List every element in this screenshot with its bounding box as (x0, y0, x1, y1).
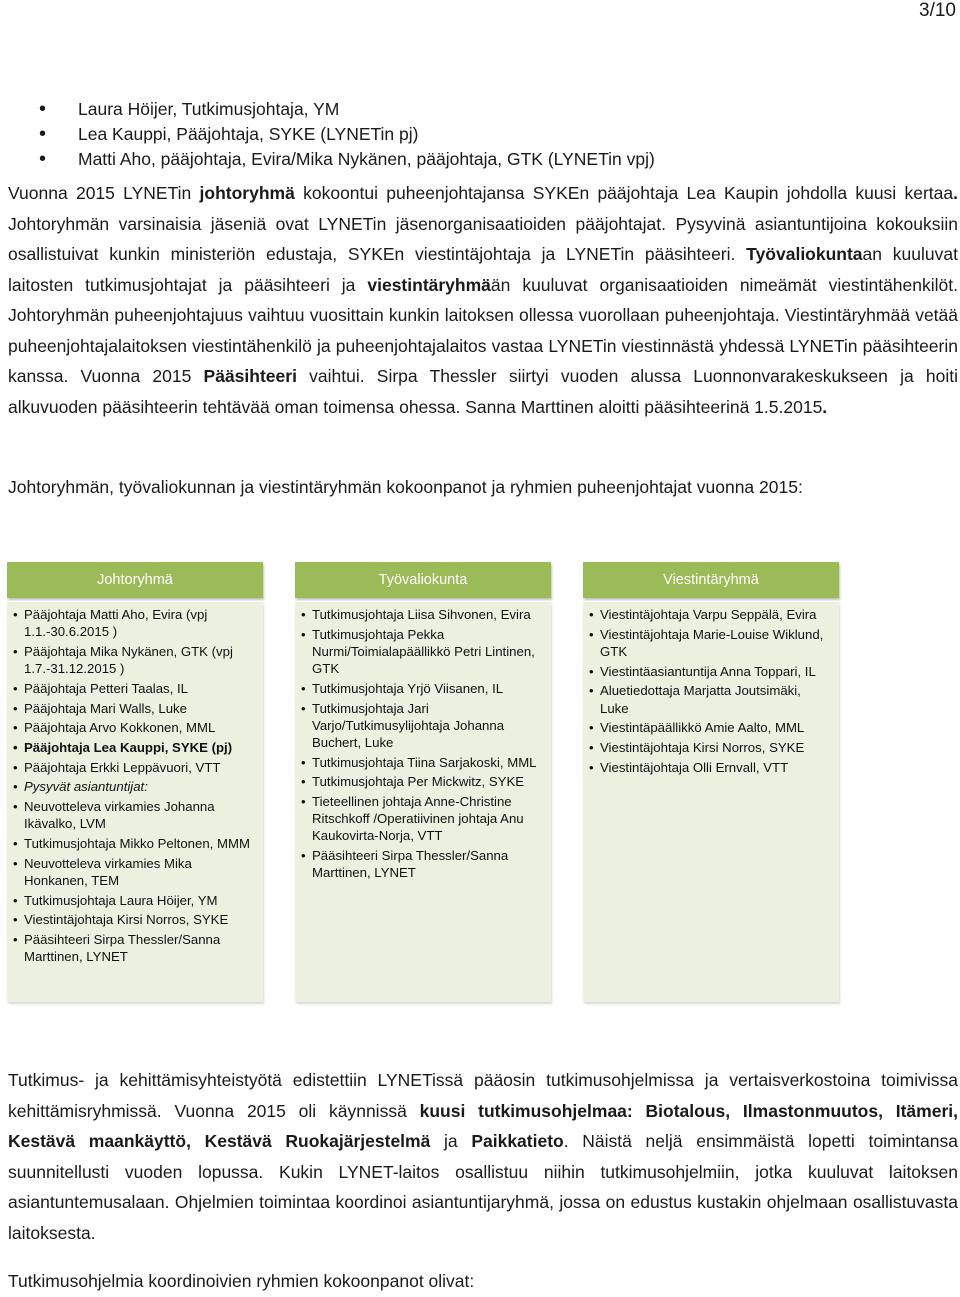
list-item: • Tutkimusjohtaja Per Mickwitz, SYKE (301, 773, 545, 790)
page-number: 3/10 (919, 0, 956, 21)
text-run-bold: Työvaliokunta (746, 244, 863, 264)
text-run-bold: kuusi tutkimusohjelmaa: Biotalous, Ilmastonmuutos, Itämeri, Kestävä maankäyttö, Kestävä Ruokajärjestelmä (8, 1100, 958, 1151)
list-item: • Matti Aho, pääjohtaja, Evira/Mika Nykänen, pääjohtaja, GTK (LYNETin vpj) (0, 147, 655, 172)
paragraph-johtoryhma (8, 178, 958, 422)
text-run-bold: johtoryhmä (199, 183, 295, 203)
list-item: • Neuvotteleva virkamies Mika Honkanen, TEM (13, 855, 257, 889)
column-viestintaryhma (583, 562, 839, 1002)
list-item: • Tutkimusjohtaja Mikko Peltonen, MMM (13, 835, 257, 852)
text-run: . Näistä neljä ensimmäistä lopetti toimintansa suunnitellusti vuoden lopussa. Kukin LYNET-laitos osallistuu niihin tutkimusohjelmiin, jotka kuuluvat laitoksen asiantuntemusalaan. Ohjelmien toimintaa koordinoi asiantuntijaryhmä, jossa on edustus kustakin ohjelmaan osallistuvasta laitoksesta. (8, 1131, 958, 1243)
column-body (583, 602, 839, 1002)
text-run: Vuonna 2015 LYNETin (8, 183, 200, 203)
list-item: • Viestintäjohtaja Kirsi Norros, SYKE (589, 739, 833, 756)
list-item: • Neuvotteleva virkamies Johanna Ikävalko, LVM (13, 798, 257, 832)
text-run-bold: . (822, 396, 828, 417)
column-header: Johtoryhmä (7, 562, 263, 598)
column-header: Työvaliokunta (295, 562, 551, 598)
list-item: • Pysyvät asiantuntijat: (13, 778, 257, 795)
text-run-bold: Paikkatieto (471, 1131, 564, 1151)
text-run-bold: viestintäryhmä (367, 274, 491, 295)
list-item: • Pääjohtaja Erkki Leppävuori, VTT (13, 759, 257, 776)
list-item: • Pääjohtaja Matti Aho, Evira (vpj 1.1.-30.6.2015 ) (13, 606, 257, 640)
list-item: • Pääjohtaja Petteri Taalas, IL (13, 680, 257, 697)
list-item: • Viestintäpäällikkö Amie Aalto, MML (589, 719, 833, 736)
text-run: ja (430, 1131, 472, 1151)
text-run: än kuuluvat organisaatioiden nimeämät viestintähenkilöt. Johtoryhmän puheenjohtajuus vaihtuu vuosittain kunkin laitoksen ollessa vuorollaan puheenjohtaja. Viestintäryhmää vetää puheenjohtajalaitoksen viestintähenkilö ja puheenjohtajalaitos vastaa LYNETin viestinnästä yhdessä LYNETin pääsihteerin kanssa. Vuonna 2015 (8, 274, 958, 386)
list-item: • Laura Höijer, Tutkimusjohtaja, YM (0, 97, 655, 122)
list-item: • Tieteellinen johtaja Anne-Christine Ritschkoff /Operatiivinen johtaja Anu Kaukovirta-Norja, VTT (301, 793, 545, 845)
column-body (7, 602, 263, 1002)
list-item: • Viestintäasiantuntija Anna Toppari, IL (589, 663, 833, 680)
list-item: • Aluetiedottaja Marjatta Joutsimäki, Luke (589, 682, 833, 716)
list-item: • Pääjohtaja Mika Nykänen, GTK (vpj 1.7.-31.12.2015 ) (13, 643, 257, 677)
column-tyovaliokunta (295, 562, 551, 1002)
list-item: • Viestintäjohtaja Varpu Seppälä, Evira (589, 606, 833, 623)
list-item: • Pääjohtaja Arvo Kokkonen, MML (13, 719, 257, 736)
column-header: Viestintäryhmä (583, 562, 839, 598)
text-run-bold: . (953, 183, 958, 203)
list-item: • Viestintäjohtaja Kirsi Norros, SYKE (13, 911, 257, 928)
text-run: vaihtui. Sirpa Thessler siirtyi vuoden alussa Luonnonvarakeskukseen ja hoiti alkuvuoden pääsihteerin tehtävää oman toimensa ohessa. Sanna Marttinen aloitti pääsihteerinä 1.5.2015 (8, 366, 959, 417)
list-item: • Pääjohtaja Mari Walls, Luke (13, 700, 257, 717)
list-item: • Lea Kauppi, Pääjohtaja, SYKE (LYNETin pj) (0, 122, 655, 147)
paragraph-kokoonpanot: Johtoryhmän, työvaliokunnan ja viestintäryhmän kokoonpanot ja ryhmien puheenjohtajat vuonna 2015: (8, 477, 803, 497)
column-body (295, 602, 551, 1002)
list-item: • Viestintäjohtaja Marie-Louise Wiklund, GTK (589, 626, 833, 660)
paragraph-koordinointi: Tutkimusohjelmia koordinoivien ryhmien kokoonpanot olivat: (8, 1271, 475, 1291)
list-item: • Pääsihteeri Sirpa Thessler/Sanna Marttinen, LYNET (301, 847, 545, 881)
list-item: • Viestintäjohtaja Olli Ernvall, VTT (589, 759, 833, 776)
paragraph-tutkimusohjelmat (8, 1065, 958, 1248)
list-item: • Tutkimusjohtaja Laura Höijer, YM (13, 892, 257, 909)
list-item: • Tutkimusjohtaja Jari Varjo/Tutkimusylijohtaja Johanna Buchert, Luke (301, 700, 545, 752)
member-bullet-list (0, 97, 655, 172)
text-run: Johtoryhmän varsinaisia jäseniä ovat LYNETin jäsenorganisaatioiden pääjohtajat. Pysyvinä asiantuntijoina kokouksiin osallistuivat kunkin ministeriön edustaja, SYKEn viestintäjohtaja ja LYNETin pääsihteeri. (8, 213, 958, 264)
text-run: Tutkimus- ja kehittämisyhteistyötä edistettiin LYNETissä pääosin tutkimusohjelmissa ja vertaisverkostoina toimivissa kehittämisryhmissä. Vuonna 2015 oli käynnissä (8, 1070, 958, 1121)
text-run: an kuuluvat laitosten tutkimusjohtajat ja pääsihteeri ja (8, 244, 958, 295)
text-run: kokoontui puheenjohtajansa SYKEn pääjohtaja Lea Kaupin johdolla kuusi kertaa (294, 183, 954, 203)
column-johtoryhma (7, 562, 263, 1002)
text-run-bold: Pääsihteeri (203, 366, 297, 386)
list-item: • Pääjohtaja Lea Kauppi, SYKE (pj) (13, 739, 257, 756)
list-item: • Tutkimusjohtaja Pekka Nurmi/Toimialapäällikkö Petri Lintinen, GTK (301, 626, 545, 678)
list-item: • Tutkimusjohtaja Yrjö Viisanen, IL (301, 680, 545, 697)
list-item: • Tutkimusjohtaja Liisa Sihvonen, Evira (301, 606, 545, 623)
list-item: • Tutkimusjohtaja Tiina Sarjakoski, MML (301, 754, 545, 771)
list-item: • Pääsihteeri Sirpa Thessler/Sanna Marttinen, LYNET (13, 931, 257, 965)
